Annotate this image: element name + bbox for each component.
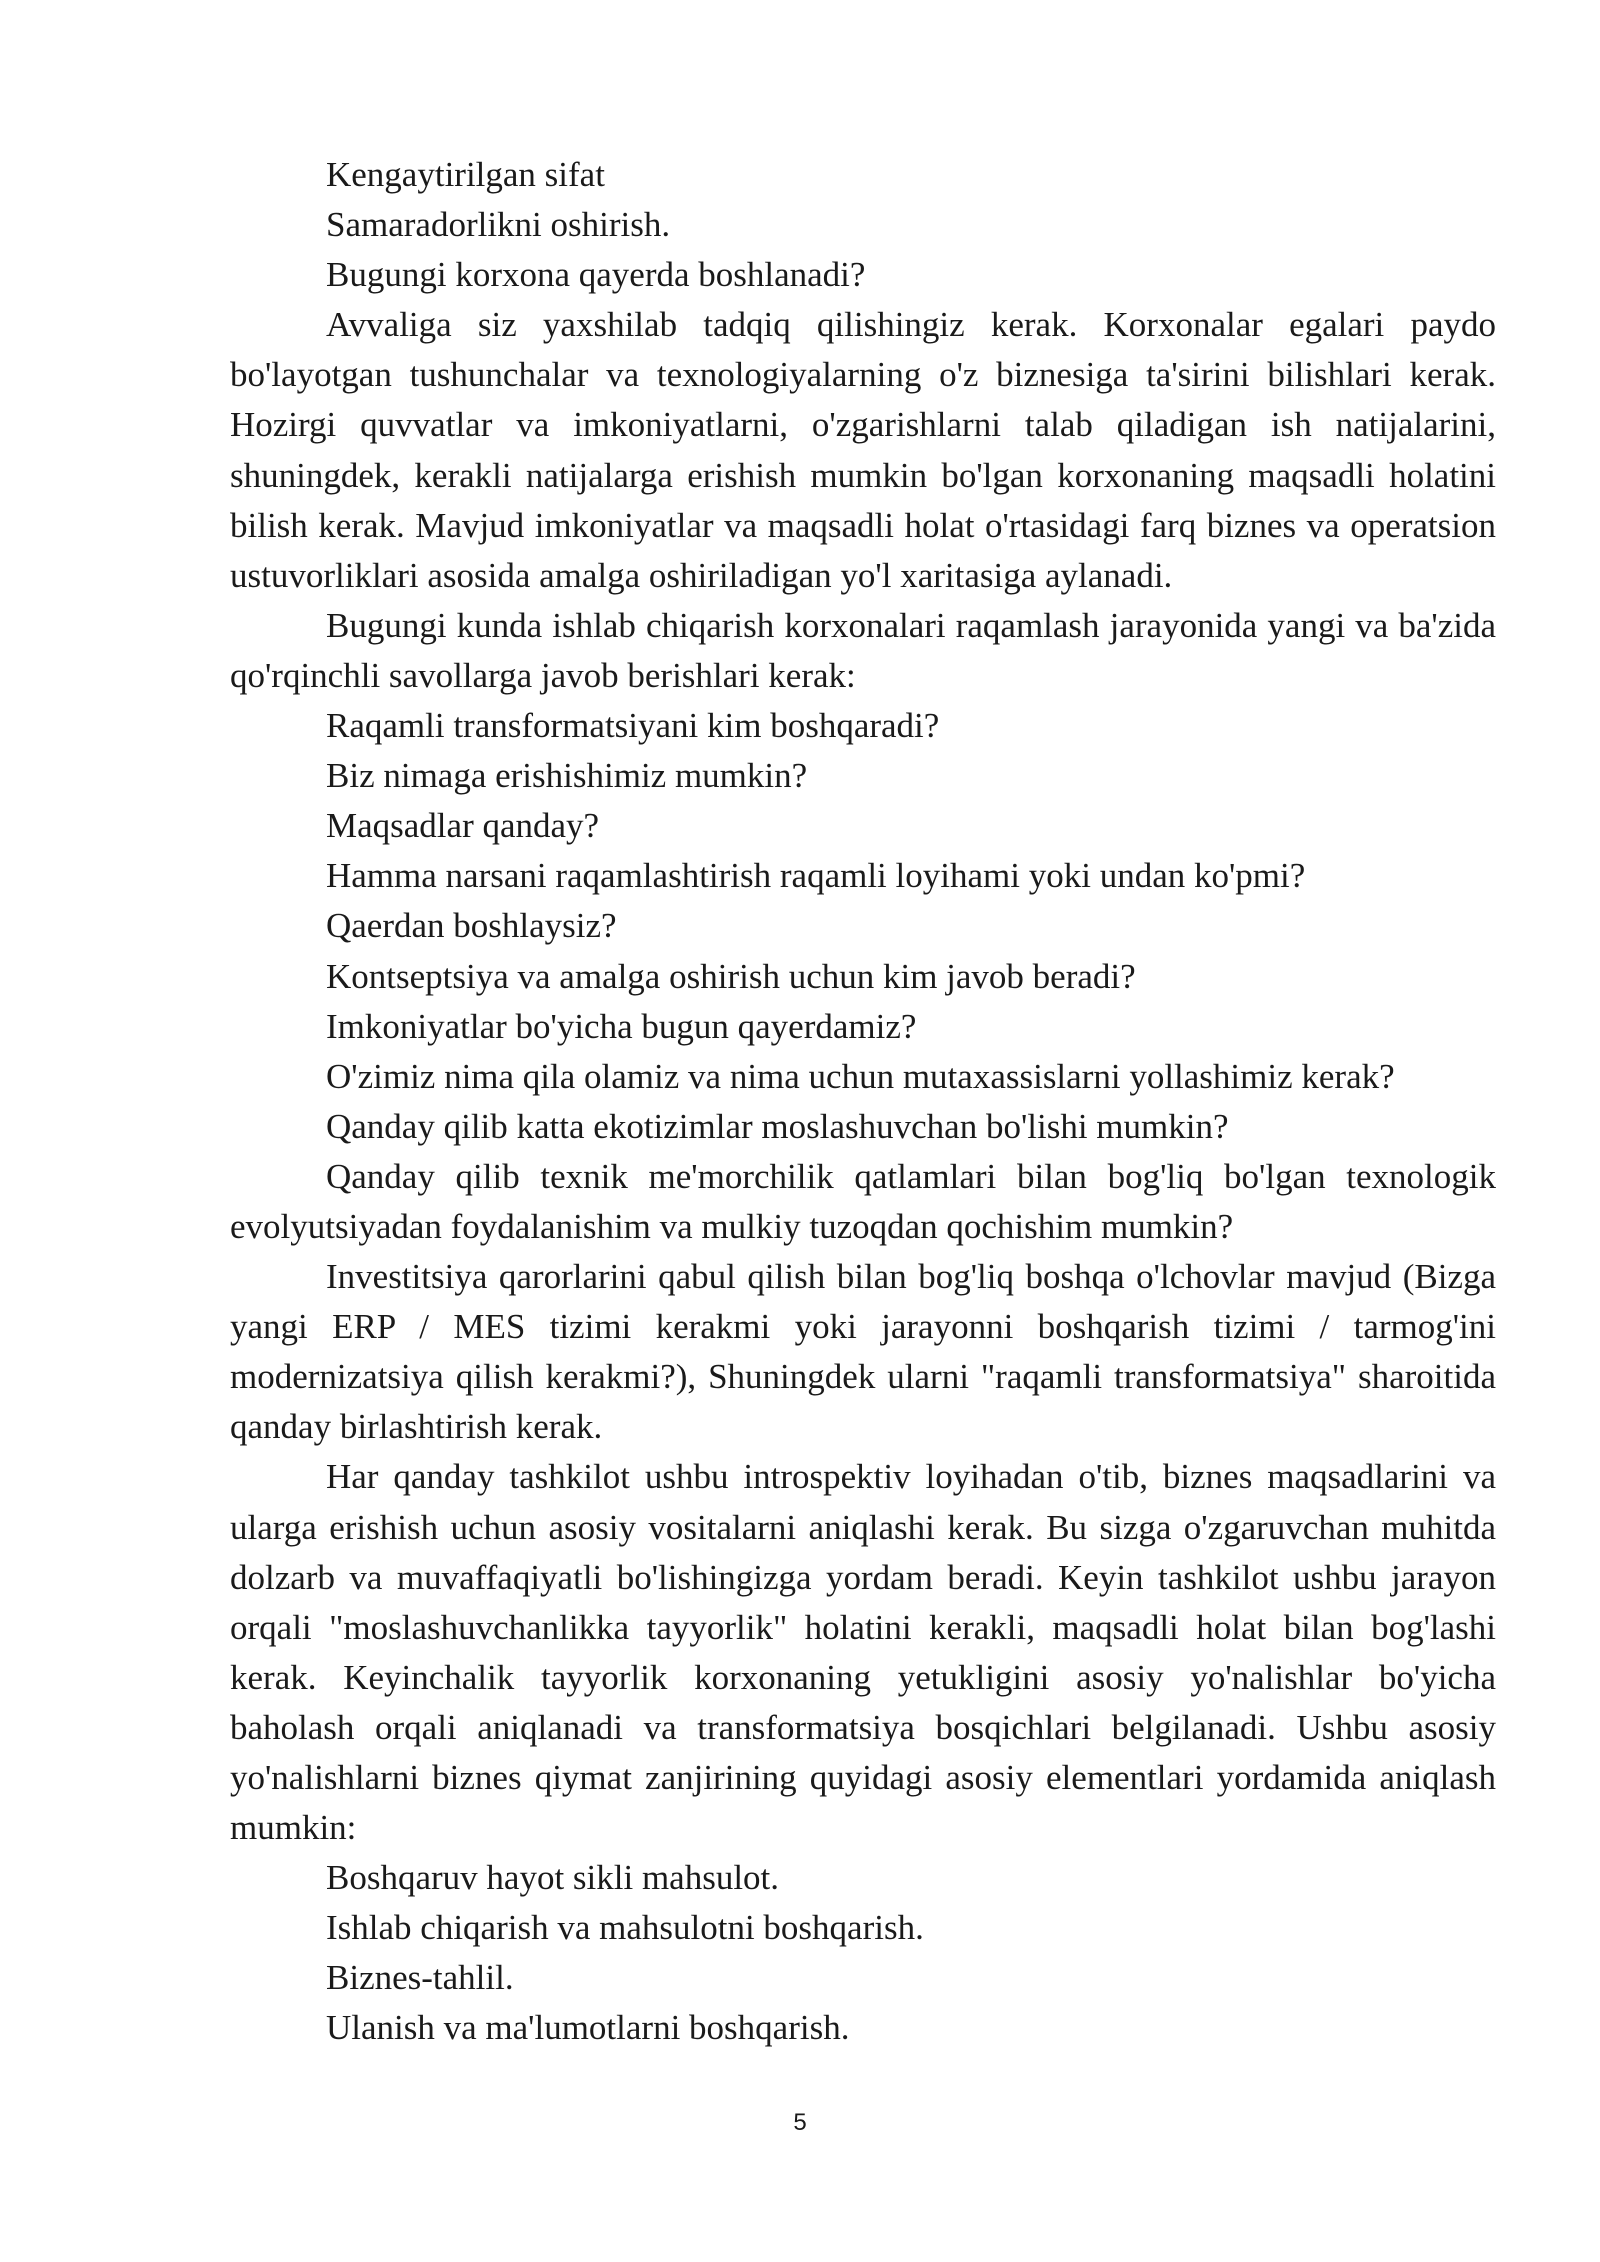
- question-item: Qaerdan boshlaysiz?: [326, 906, 617, 946]
- question-item: Imkoniyatlar bo'yicha bugun qayerdamiz?: [326, 1006, 917, 1046]
- list-item: Ulanish va ma'lumotlarni boshqarish.: [326, 2008, 850, 2048]
- question-item: Hamma narsani raqamlashtirish raqamli loyihami yoki undan ko'pmi?: [326, 856, 1306, 896]
- question-item: Raqamli transformatsiyani kim boshqaradi?: [326, 706, 940, 746]
- paragraph: Avvaliga siz yaxshilab tadqiq qilishingiz kerak. Korxonalar egalari paydo bo'layotgan tushunchalar va texnologiyalarning o'z biznesiga ta'sirini bilishlari kerak. Hozirgi quvvatlar va imkoniyatlarni, o'zgarishlarni talab qiladigan ish natijalarini, shuningdek, kerakli natijalarga erishish mumkin bo'lgan korxonaning maqsadli holatini bilish kerak. Mavjud imkoniyatlar va maqsadli holat o'rtasidagi farq biznes va operatsion ustuvorliklari asosida amalga oshiriladigan yo'l xaritasiga aylanadi.: [230, 305, 1496, 595]
- list-item: Ishlab chiqarish va mahsulotni boshqarish.: [326, 1908, 924, 1948]
- paragraph: Bugungi korxona qayerda boshlanadi?: [326, 255, 866, 295]
- paragraph: Investitsiya qarorlarini qabul qilish bilan bog'liq boshqa o'lchovlar mavjud (Bizga yangi ERP / MES tizimi kerakmi yoki jarayonni boshqarish tizimi / tarmog'ini modernizatsiya qilish kerakmi?), Shuningdek ularni "raqamli transformatsiya" sharoitida qanday birlashtirish kerak.: [230, 1257, 1496, 1447]
- paragraph: Kengaytirilgan sifat: [326, 155, 605, 194]
- question-item: Qanday qilib texnik me'morchilik qatlamlari bilan bog'liq bo'lgan texnologik evolyutsiyadan foydalanishim va mulkiy tuzoqdan qochishim mumkin?: [230, 1156, 1496, 1246]
- paragraph: Bugungi kunda ishlab chiqarish korxonalari raqamlash jarayonida yangi va ba'zida qo'rqinchli savollarga javob berishlari kerak:: [230, 605, 1496, 695]
- question-item: Kontseptsiya va amalga oshirish uchun kim javob beradi?: [326, 956, 1136, 996]
- question-item: Qanday qilib katta ekotizimlar moslashuvchan bo'lishi mumkin?: [326, 1106, 1229, 1146]
- list-item: Boshqaruv hayot sikli mahsulot.: [326, 1858, 780, 1898]
- question-item: O'zimiz nima qila olamiz va nima uchun mutaxassislarni yollashimiz kerak?: [326, 1056, 1395, 1096]
- paragraph: Har qanday tashkilot ushbu introspektiv loyihadan o'tib, biznes maqsadlarini va ularga erishish uchun asosiy vositalarni aniqlashi kerak. Bu sizga o'zgaruvchan muhitda dolzarb va muvaffaqiyatli bo'lishingizga yordam beradi. Keyin tashkilot ushbu jarayon orqali "moslashuvchanlikka tayyorlik" holatini kerakli, maqsadli holat bilan bog'lashi kerak. Keyinchalik tayyorlik korxonaning yetukligini asosiy yo'nalishlar bo'yicha baholash orqali aniqlanadi va transformatsiya bosqichlari belgilanadi. Ushbu asosiy yo'nalishlarni biznes qiymat zanjirining quyidagi asosiy elementlari yordamida aniqlash mumkin:: [230, 1457, 1496, 1848]
- paragraph: Samaradorlikni oshirish.: [326, 205, 671, 245]
- list-item: Biznes-tahlil.: [326, 1958, 514, 1998]
- document-body: [230, 150, 1496, 2054]
- question-item: Biz nimaga erishishimiz mumkin?: [326, 756, 808, 796]
- page-number: 5: [793, 2109, 807, 2136]
- question-item: Maqsadlar qanday?: [326, 806, 600, 846]
